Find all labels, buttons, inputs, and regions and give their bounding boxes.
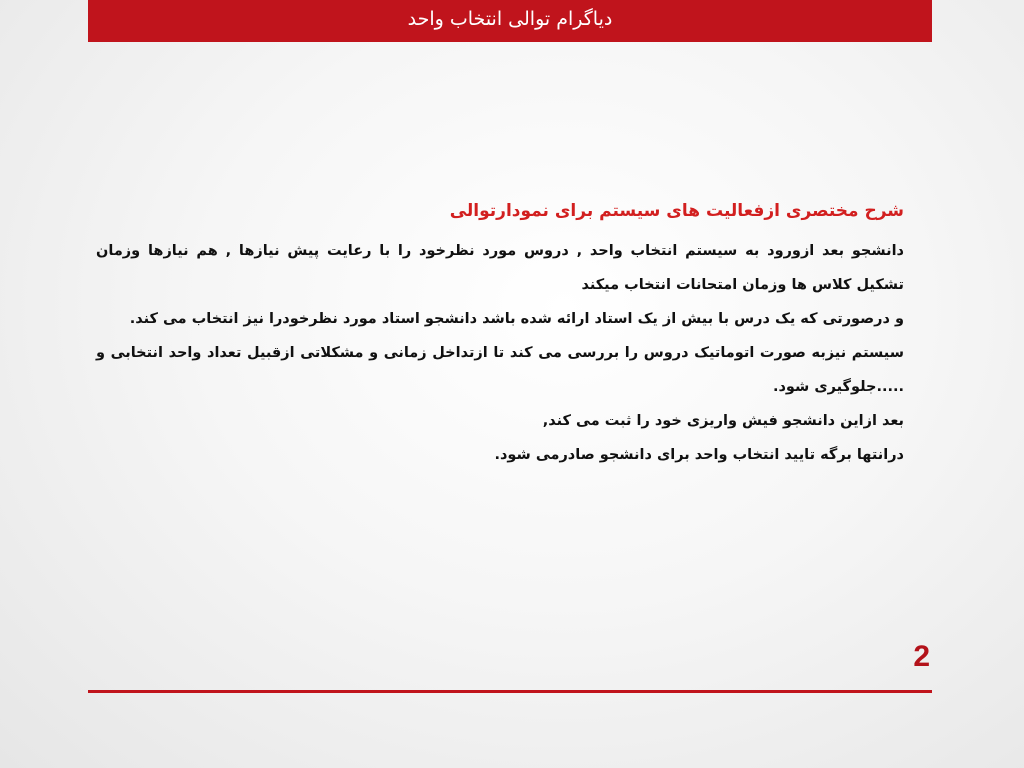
title-bar	[88, 0, 932, 42]
section-heading: شرح مختصری ازفعالیت های سیستم برای نمودارتوالی	[449, 201, 904, 221]
paragraph-5: درانتها برگه تایید انتخاب واحد برای دانشجو صادرمی شود.	[494, 447, 904, 463]
paragraph-3: سیستم نیزبه صورت اتوماتیک دروس را بررسی می کند تا ازتداخل زمانی و مشکلاتی ازقبیل تعداد واحد انتخابی و .....جلوگیری شود.	[96, 345, 904, 395]
paragraph-2: و درصورتی که یک درس با بیش از یک استاد ارائه شده باشد دانشجو استاد مورد نظرخودرا نیز انتخاب می کند.	[129, 311, 904, 327]
slide-body	[96, 198, 904, 472]
page-number: 2	[913, 640, 930, 673]
bottom-divider	[88, 690, 932, 693]
slide-title: دیاگرام توالی انتخاب واحد	[407, 7, 613, 30]
paragraph-4: بعد ازاین دانشجو فیش واریزی خود را ثبت می کند,	[542, 413, 904, 429]
paragraph-1: دانشجو بعد ازورود به سیستم انتخاب واحد , دروس مورد نظرخود را با رعایت پیش نیازها , هم نیازها وزمان تشکیل کلاس ها وزمان امتحانات انتخاب میکند	[96, 243, 904, 293]
